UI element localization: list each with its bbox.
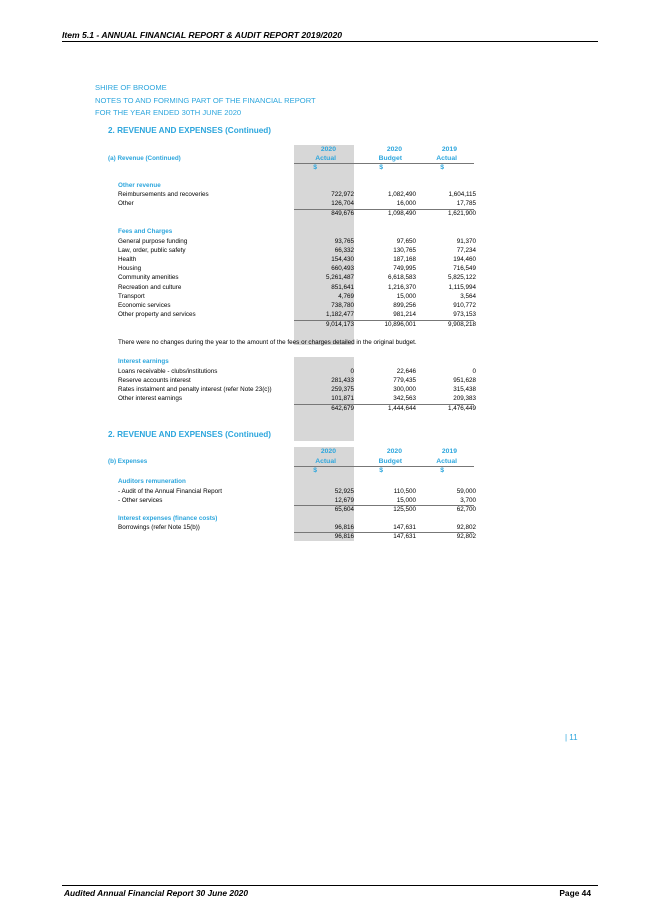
row-label: Loans receivable - clubs/institutions: [118, 368, 218, 375]
value-2019-actual: 910,772: [453, 302, 476, 309]
value-2020-budget: 1,082,490: [387, 191, 416, 198]
row-label: Economic services: [118, 302, 171, 309]
col-year-3: 2019: [441, 448, 457, 455]
col-unit-3: $: [440, 164, 444, 171]
fees-note: There were no changes during the year to the amount of the fees or charges detailed in the original budget.: [118, 339, 417, 346]
col-type-1: Actual: [315, 458, 336, 465]
value-2020-budget: 130,765: [393, 247, 416, 254]
row-label: Community amenities: [118, 274, 179, 281]
value-2020-actual: 0: [350, 368, 354, 375]
value-2020-budget: 15,000: [396, 497, 416, 504]
col-unit-1: $: [313, 164, 317, 171]
col-year-2: 2020: [386, 146, 402, 153]
col-year-3: 2019: [441, 146, 457, 153]
section-b-subtitle: (b) Expenses: [108, 458, 148, 465]
value-2019-actual: 315,438: [453, 386, 476, 393]
section-a-subtitle: (a) Revenue (Continued): [108, 155, 181, 162]
value-2020-budget: 300,000: [393, 386, 416, 393]
value-2019-actual: 5,825,122: [447, 274, 476, 281]
value-2019-actual: 973,153: [453, 311, 476, 318]
value-2020-budget: 749,995: [393, 265, 416, 272]
value-2020-actual: 101,871: [331, 395, 354, 402]
row-label: Recreation and culture: [118, 284, 182, 291]
report-title-block: [95, 82, 316, 120]
value-2019-actual: 1,604,115: [448, 191, 476, 198]
value-2020-budget: 22,646: [396, 368, 416, 375]
fees-charges-title: Fees and Charges: [118, 228, 173, 235]
total-2020-actual: 65,604: [334, 506, 354, 513]
row-label: General purpose funding: [118, 238, 188, 245]
total-2020-budget: 147,631: [393, 533, 416, 540]
col-year-1: 2020: [320, 448, 336, 455]
value-2020-actual: 96,816: [334, 524, 354, 531]
value-2020-budget: 110,500: [393, 488, 416, 495]
value-2019-actual: 194,460: [453, 256, 476, 263]
value-2019-actual: 0: [472, 368, 476, 375]
col-unit-2: $: [379, 164, 383, 171]
footer-page-number: Page 44: [559, 888, 591, 898]
total-2020-actual: 9,014,173: [325, 321, 354, 328]
value-2019-actual: 91,370: [456, 238, 476, 245]
col-unit-3: $: [440, 467, 444, 474]
value-2020-budget: 1,216,370: [387, 284, 416, 291]
section-a-heading: 2. REVENUE AND EXPENSES (Continued): [108, 126, 272, 135]
total-2020-actual: 96,816: [334, 533, 354, 540]
value-2020-actual: 154,430: [331, 256, 354, 263]
row-label: Law, order, public safety: [118, 247, 186, 254]
total-2020-actual: 642,679: [331, 405, 354, 412]
col-year-1: 2020: [320, 146, 336, 153]
value-2020-budget: 779,435: [393, 377, 416, 384]
value-2020-actual: 93,765: [334, 238, 354, 245]
value-2020-actual: 660,493: [331, 265, 354, 272]
value-2019-actual: 17,785: [456, 200, 476, 207]
total-2019-actual: 92,802: [456, 533, 476, 540]
row-label: Health: [118, 256, 137, 263]
footer-title: Audited Annual Financial Report 30 June 2020: [64, 888, 248, 898]
value-2020-actual: 851,641: [331, 284, 354, 291]
row-label: - Other services: [118, 497, 163, 504]
row-label: Borrowings (refer Note 15(b)): [118, 524, 200, 531]
value-2020-actual: 1,182,477: [325, 311, 354, 318]
value-2019-actual: 1,115,994: [448, 284, 476, 291]
total-2019-actual: 9,908,218: [447, 321, 476, 328]
col-unit-1: $: [313, 467, 317, 474]
page-marker: | 11: [565, 733, 578, 742]
value-2020-budget: 147,631: [393, 524, 416, 531]
value-2020-actual: 738,780: [331, 302, 354, 309]
value-2020-budget: 899,256: [393, 302, 416, 309]
document-header: Item 5.1 - ANNUAL FINANCIAL REPORT & AUDIT REPORT 2019/2020: [62, 30, 342, 40]
value-2019-actual: 716,549: [453, 265, 476, 272]
row-label: Rates instalment and penalty interest (refer Note 23(c)): [118, 386, 272, 393]
value-2020-actual: 5,261,487: [325, 274, 354, 281]
section-b-heading: 2. REVENUE AND EXPENSES (Continued): [108, 430, 272, 439]
notes-title: NOTES TO AND FORMING PART OF THE FINANCIAL REPORT: [95, 95, 316, 105]
value-2020-budget: 97,650: [396, 238, 416, 245]
shire-name: SHIRE OF BROOME: [95, 83, 167, 92]
value-2019-actual: 3,564: [460, 293, 476, 300]
row-label: Other property and services: [118, 311, 196, 318]
total-2020-budget: 125,500: [393, 506, 416, 513]
row-label: Housing: [118, 265, 142, 272]
col-year-2: 2020: [386, 448, 402, 455]
col-type-1: Actual: [315, 155, 336, 162]
total-2020-actual: 849,676: [331, 210, 354, 217]
other-revenue-title: Other revenue: [118, 182, 161, 189]
col-type-3: Actual: [436, 458, 457, 465]
finance-costs-title: Interest expenses (finance costs): [118, 515, 218, 522]
total-2020-budget: 1,098,490: [387, 210, 416, 217]
value-2019-actual: 92,802: [456, 524, 476, 531]
row-label: Transport: [118, 293, 145, 300]
value-2019-actual: 77,234: [456, 247, 476, 254]
period-title: FOR THE YEAR ENDED 30TH JUNE 2020: [95, 108, 242, 117]
value-2019-actual: 209,383: [453, 395, 476, 402]
value-2020-actual: 4,769: [338, 293, 354, 300]
value-2020-actual: 126,704: [331, 200, 354, 207]
value-2020-budget: 187,168: [393, 256, 416, 263]
value-2020-actual: 52,925: [334, 488, 354, 495]
value-2019-actual: 951,628: [453, 377, 476, 384]
total-2019-actual: 1,621,900: [447, 210, 476, 217]
row-label: - Audit of the Annual Financial Report: [118, 488, 222, 495]
col-type-2: Budget: [378, 155, 402, 162]
col-type-3: Actual: [436, 155, 457, 162]
footer-rule: [62, 885, 598, 886]
interest-earnings-title: Interest earnings: [118, 358, 169, 365]
value-2020-budget: 981,214: [393, 311, 416, 318]
row-label: Reserve accounts interest: [118, 377, 191, 384]
header-rule: [62, 41, 598, 42]
col-unit-2: $: [379, 467, 383, 474]
value-2019-actual: 59,000: [456, 488, 476, 495]
auditors-title: Auditors remuneration: [118, 478, 186, 485]
value-2020-budget: 342,563: [393, 395, 416, 402]
value-2020-actual: 722,972: [331, 191, 354, 198]
total-2019-actual: 62,700: [456, 506, 476, 513]
value-2020-budget: 15,000: [396, 293, 416, 300]
total-2020-budget: 1,444,644: [387, 405, 416, 412]
value-2020-actual: 66,332: [334, 247, 354, 254]
row-label: Other: [118, 200, 134, 207]
total-2019-actual: 1,476,449: [447, 405, 476, 412]
value-2020-actual: 281,433: [331, 377, 354, 384]
value-2020-actual: 12,679: [334, 497, 354, 504]
col-type-2: Budget: [378, 458, 402, 465]
row-label: Reimbursements and recoveries: [118, 191, 209, 198]
total-2020-budget: 10,896,001: [384, 321, 416, 328]
value-2019-actual: 3,700: [460, 497, 476, 504]
value-2020-budget: 6,618,583: [387, 274, 416, 281]
value-2020-actual: 259,375: [331, 386, 354, 393]
value-2020-budget: 16,000: [396, 200, 416, 207]
row-label: Other interest earnings: [118, 395, 183, 402]
